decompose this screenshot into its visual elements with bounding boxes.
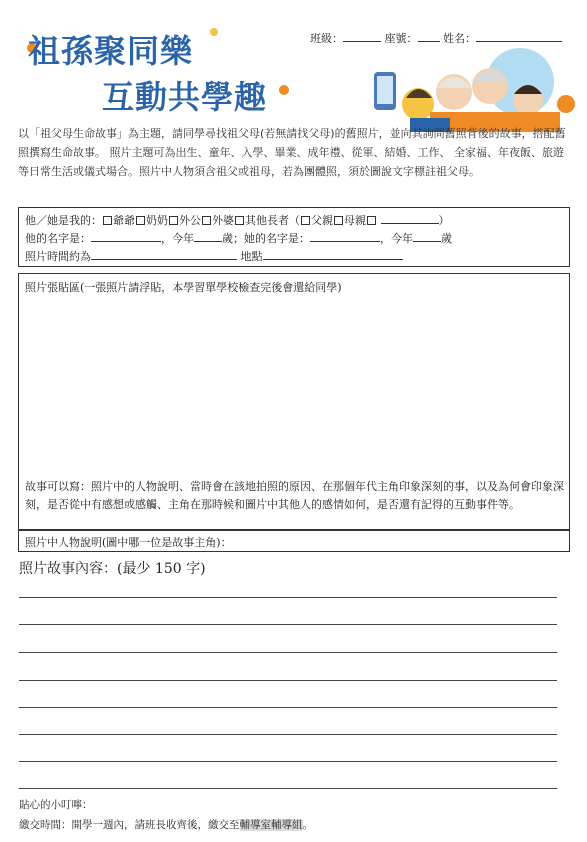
her-age-field[interactable] [413,231,441,242]
worksheet-title [18,22,298,122]
writing-line[interactable] [19,734,557,735]
people-description-label: 照片中人物說明(圖中哪一位是故事主角)： [25,536,232,549]
submit-instructions [19,815,313,835]
name-label: 姓名： [443,32,476,45]
photo-time-field[interactable] [91,249,237,260]
class-field[interactable] [343,31,381,42]
checkbox-father[interactable] [301,216,310,225]
relation-info-box [18,207,570,267]
tips-heading: 貼心的小叮嚀： [19,799,93,811]
family-illustration [370,42,580,132]
checkbox-maternal-grandma[interactable] [202,216,211,225]
seat-label: 座號： [384,32,418,45]
people-description-box[interactable] [18,530,570,552]
seat-field[interactable] [418,31,440,42]
this-year-label: ，今年 [161,232,194,245]
photo-paste-area[interactable] [18,273,570,530]
title-line-2: 互動共學趣 [102,78,268,116]
submit-suffix: 。 [302,819,313,831]
submit-destination: 輔導室輔導組 [239,819,303,831]
this-year-label: ，今年 [380,232,413,245]
instructions-paragraph: 以「祖父母生命故事」為主題，請同學尋找祖父母(若無請找父母)的舊照片，並向其詢問舊照背後的故事，搭配舊照撰寫生命故事。 照片主題可為出生、童年、入學、畢業、成年禮、從軍、結婚、工作、 全家福、年夜飯、旅遊等日常生活或儀式場合。照片中人物須含祖父或祖母，若為團體照，須於圖說文字標註祖父母。 [18,127,566,178]
option-label: 爺爺 [113,214,135,227]
checkbox-grandpa[interactable] [103,216,112,225]
writing-line[interactable] [19,597,557,598]
his-name-label: 他的名字是： [25,232,91,245]
writing-line[interactable] [19,652,557,653]
checkbox-other[interactable] [367,216,376,225]
photo-time-label: 照片時間約為 [25,250,91,263]
close-paren: ） [438,214,450,227]
title-line-1: 祖孫聚同樂 [28,32,194,70]
relation-row [25,212,563,230]
option-label: 外婆 [212,214,234,227]
writing-line[interactable] [19,707,557,708]
age-unit: 歲 [222,232,233,245]
checkbox-other-elder[interactable] [235,216,244,225]
his-name-field[interactable] [91,231,161,242]
submit-prefix: 繳交時間：開學一週內，請班長收齊後，繳交至 [19,819,240,831]
checkbox-grandma[interactable] [136,216,145,225]
names-row [25,230,563,248]
relation-label: 他／她是我的： [25,214,102,227]
checkbox-maternal-grandpa[interactable] [169,216,178,225]
writing-line[interactable] [19,624,557,625]
name-field[interactable] [476,31,562,42]
writing-line[interactable] [19,761,557,762]
tips-section [19,795,313,835]
writing-line[interactable] [19,680,557,681]
option-label: 母親 [344,214,366,227]
his-age-field[interactable] [194,231,222,242]
her-name-label: ；她的名字是： [233,232,310,245]
other-field[interactable] [381,213,439,224]
option-label: 奶奶 [146,214,168,227]
location-label: 地點 [240,250,263,263]
location-field[interactable] [263,249,403,260]
photo-area-heading: 照片張貼區(一張照片請浮貼，本學習單學校檢查完後會還給同學) [25,281,342,294]
time-location-row [25,248,563,266]
option-label: 外公 [179,214,201,227]
story-hint: 故事可以寫：照片中的人物說明、當時會在該地拍照的原因、在那個年代主角印象深刻的事，以及為何會印象深刻，是否從中有感想或感觸、主角在那時候和圖片中其他人的感情如何，是否還有記得的互動事件等。 [25,480,564,511]
story-section-title: 照片故事內容：(最少 150 字) [19,561,206,577]
checkbox-mother[interactable] [334,216,343,225]
her-name-field[interactable] [310,231,380,242]
writing-line[interactable] [19,788,557,789]
age-unit: 歲 [441,232,452,245]
option-label: 父親 [311,214,333,227]
option-label: 其他長者（ [245,214,300,227]
class-label: 班級： [310,32,343,45]
